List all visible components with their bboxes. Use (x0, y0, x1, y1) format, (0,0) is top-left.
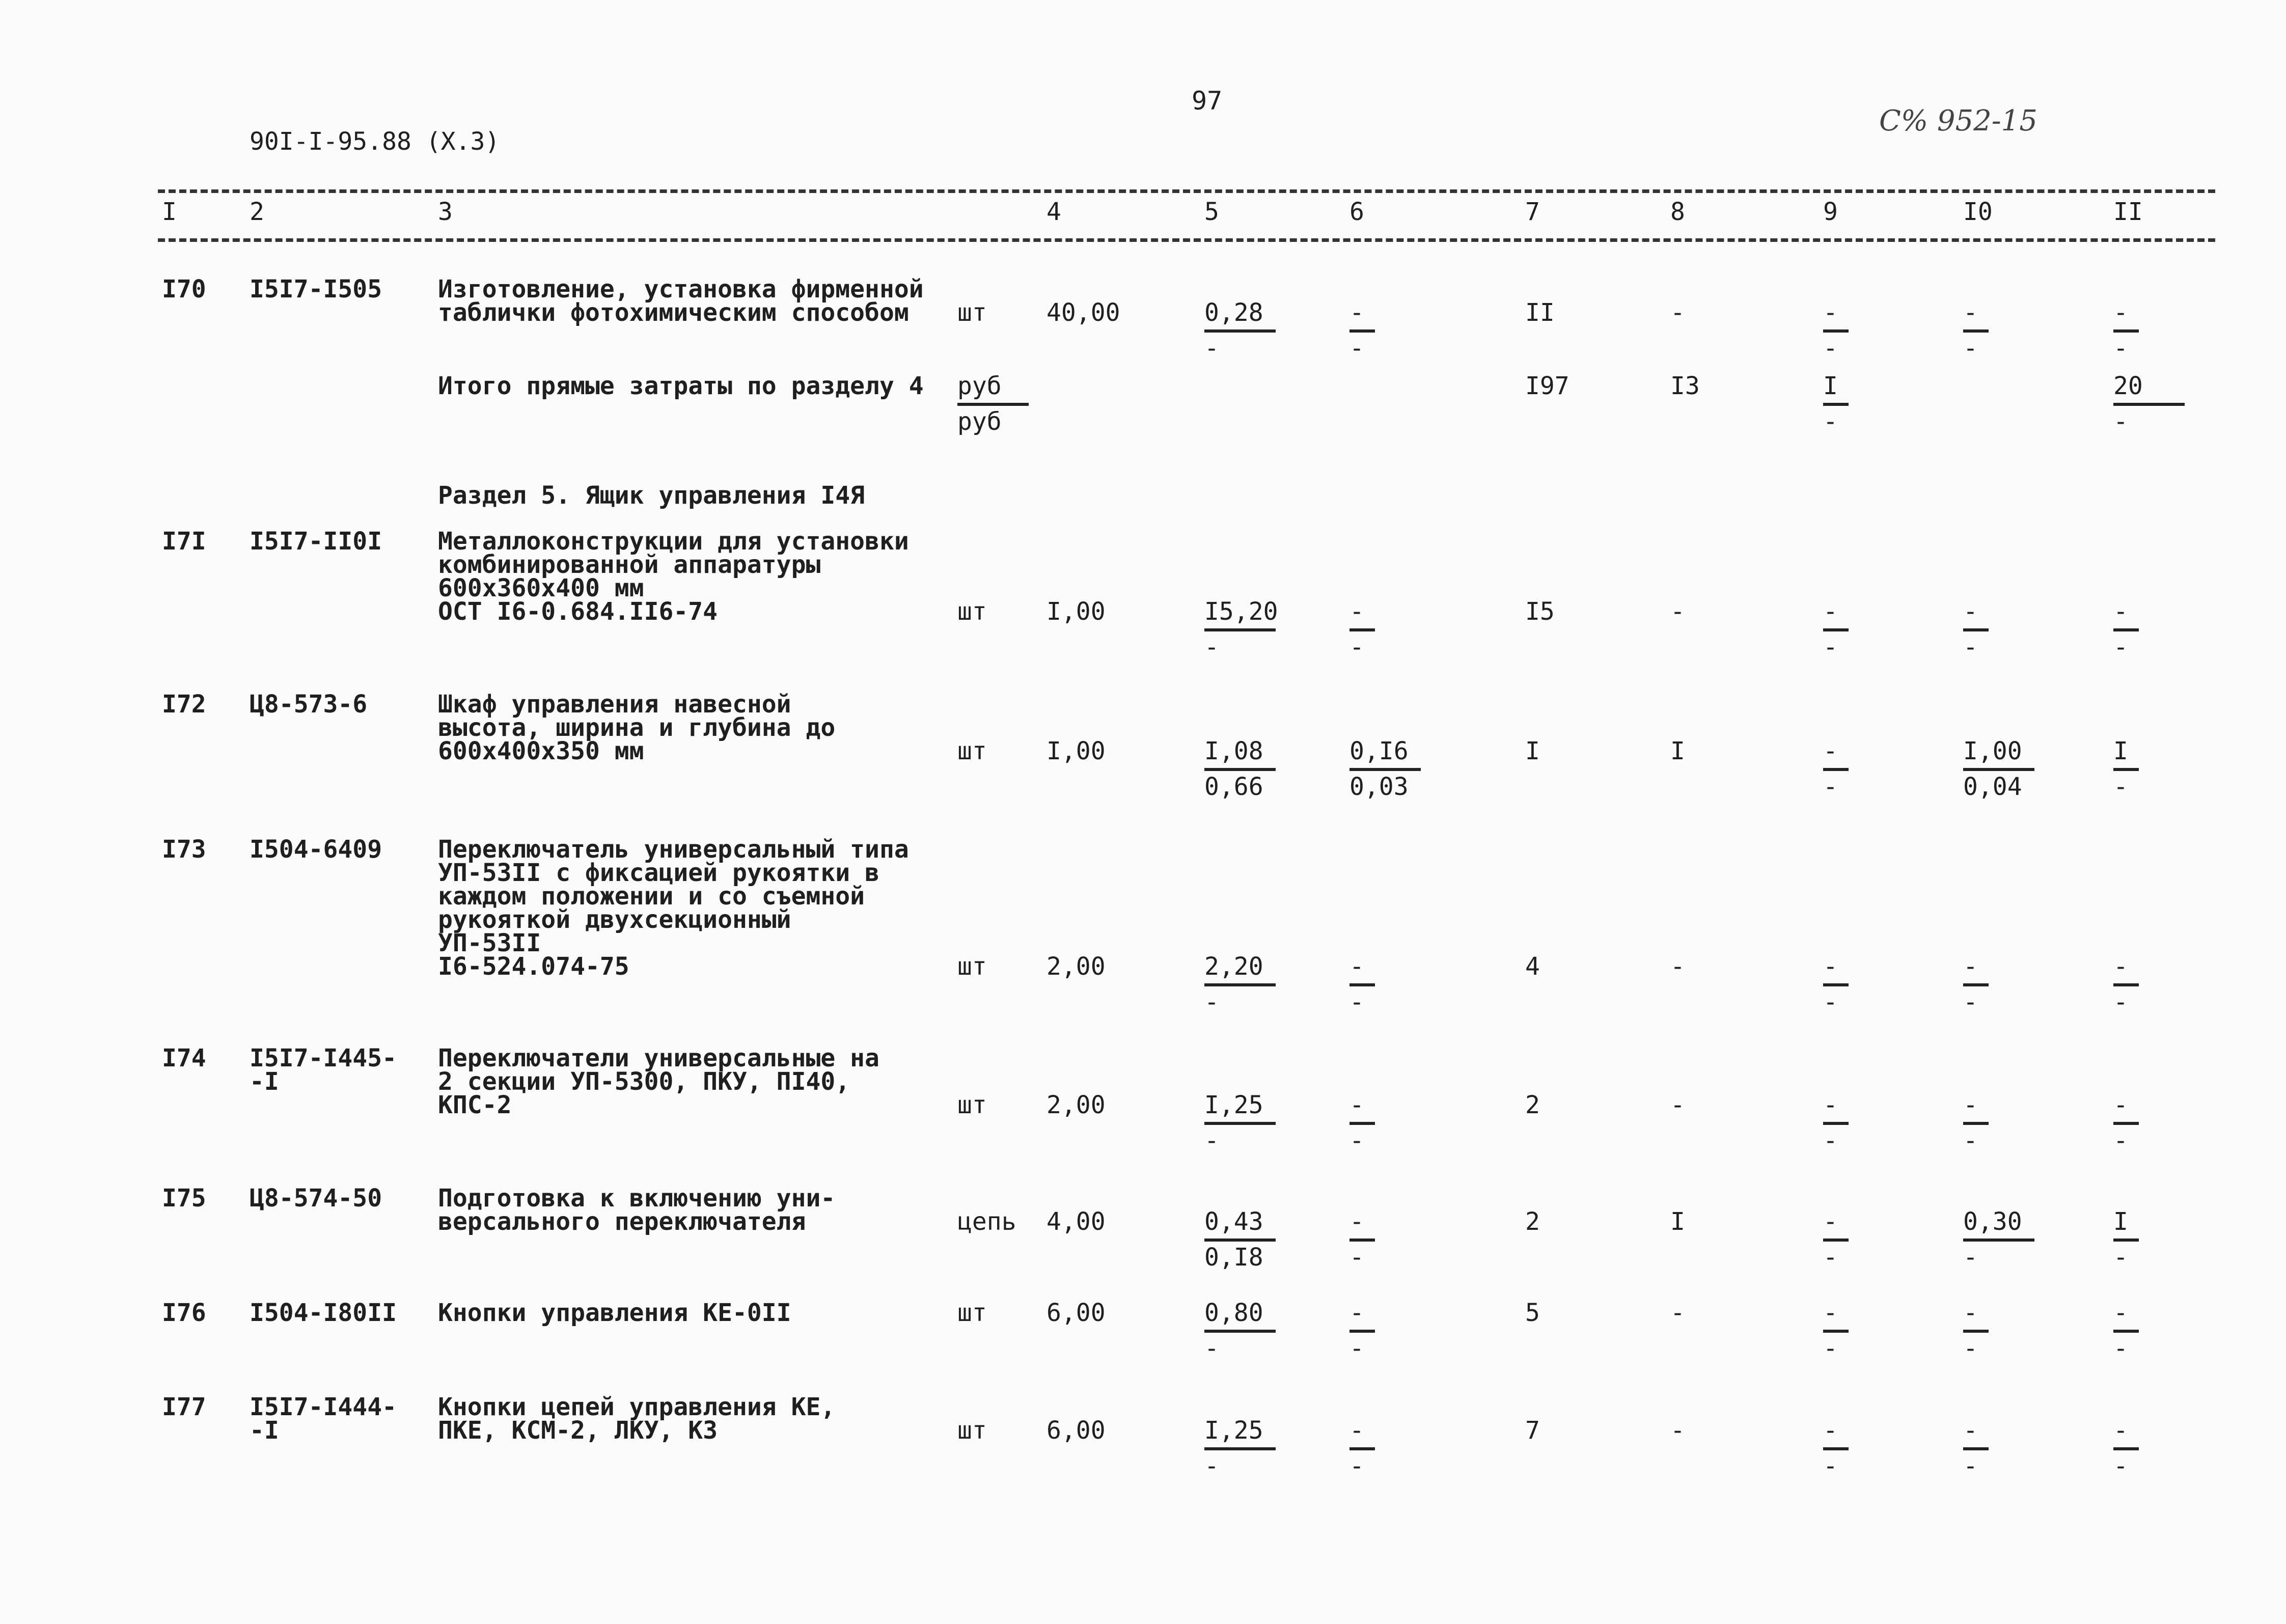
unit: шт (957, 952, 987, 981)
col6-cost-fraction-bar (1349, 1238, 1375, 1242)
col5-cost-fraction-bar (1204, 1238, 1276, 1242)
row-number: I77 (162, 1393, 206, 1421)
unit-fraction-fraction-bar (957, 403, 1029, 406)
row-number: I73 (162, 835, 206, 864)
col11-value-denominator: - (2113, 1126, 2128, 1155)
price-code: I5I7-I445- -I (250, 1044, 397, 1096)
unit-fraction-denominator: руб (957, 407, 1002, 436)
col11-value-denominator: - (2113, 407, 2128, 436)
page-number: 97 (1192, 86, 1223, 116)
col5-cost-numerator: 0,28 (1204, 298, 1263, 327)
col10-value-numerator: I,00 (1963, 737, 2022, 765)
col8-value: - (1670, 597, 1685, 626)
quantity: 2,00 (1046, 1091, 1106, 1119)
header-rule-bottom (158, 238, 2215, 242)
col7-value: I (1525, 737, 1540, 765)
col11-value (2113, 1207, 2190, 1272)
col6-cost (1349, 1299, 1426, 1363)
col11-value-denominator: - (2113, 1452, 2128, 1480)
column-header-7: 7 (1525, 198, 1540, 226)
price-code: I5I7-II0I (250, 527, 382, 556)
col11-value-denominator: - (2113, 988, 2128, 1016)
column-header-9: 9 (1823, 198, 1838, 226)
unit-fraction (957, 372, 1034, 436)
col6-cost-numerator: - (1349, 1416, 1364, 1445)
col9-value-fraction-bar (1823, 628, 1849, 631)
col9-value-fraction-bar (1823, 1238, 1849, 1242)
col10-value-fraction-bar (1963, 329, 1989, 333)
col10-value-fraction-bar (1963, 628, 1989, 631)
column-header-5: 5 (1204, 198, 1219, 226)
col5-cost-fraction-bar (1204, 329, 1276, 333)
col7-value: I97 (1525, 372, 1569, 400)
col10-value-denominator: - (1963, 633, 1978, 662)
col10-value (1963, 1416, 2040, 1480)
col8-value: - (1670, 1299, 1685, 1327)
quantity: I,00 (1046, 737, 1106, 765)
col9-value (1823, 739, 1899, 799)
col7-value: 7 (1525, 1416, 1540, 1445)
col10-value-fraction-bar (1963, 1447, 1989, 1450)
col5-cost-numerator: I,08 (1204, 737, 1263, 765)
col5-cost-numerator: 0,43 (1204, 1207, 1263, 1236)
col10-value-fraction-bar (1963, 768, 2034, 771)
column-header-11: II (2113, 198, 2143, 226)
col11-value-numerator: - (2113, 1091, 2128, 1119)
price-code: I5I7-I444- -I (250, 1393, 397, 1445)
col5-cost (1204, 298, 1281, 363)
col9-value-denominator: - (1823, 1334, 1838, 1363)
col9-value (1823, 952, 1899, 1016)
col11-value-numerator: - (2113, 1416, 2128, 1445)
col11-value-numerator: I (2113, 1207, 2128, 1236)
col5-cost (1204, 739, 1281, 799)
col11-value (2113, 1416, 2190, 1480)
work-description: Кнопки управления КЕ-0II (438, 1299, 791, 1327)
col5-cost-numerator: I,25 (1204, 1416, 1263, 1445)
col9-value-numerator: I (1823, 372, 1838, 400)
work-description: Раздел 5. Ящик управления I4Я (438, 481, 865, 510)
col9-value-numerator: - (1823, 1091, 1838, 1119)
col5-cost (1204, 1416, 1281, 1480)
row-number: I75 (162, 1184, 206, 1213)
price-code: I5I7-I505 (250, 275, 382, 304)
row-number: I74 (162, 1044, 206, 1072)
col9-value (1823, 372, 1899, 436)
col9-value-denominator: - (1823, 334, 1838, 363)
col11-value-fraction-bar (2113, 768, 2139, 771)
col9-value-numerator: - (1823, 737, 1838, 765)
col9-value-denominator: - (1823, 1126, 1838, 1155)
col11-value (2113, 372, 2190, 436)
col6-cost-numerator: - (1349, 952, 1364, 981)
col11-value-numerator: - (2113, 597, 2128, 626)
col11-value-denominator: - (2113, 1334, 2128, 1363)
col6-cost-numerator: 0,I6 (1349, 737, 1409, 765)
col10-value-fraction-bar (1963, 1330, 1989, 1333)
work-description: Переключатель универсальный типа УП-53II с фиксацией рукоятки в каждом положении и со съемной рукояткой двухсекционный УП-53II I6-524.074-75 (438, 835, 909, 981)
col10-value-denominator: 0,04 (1963, 773, 2022, 801)
col5-cost-numerator: 2,20 (1204, 952, 1263, 981)
col6-cost-fraction-bar (1349, 768, 1421, 771)
unit: шт (957, 298, 987, 327)
col9-value-fraction-bar (1823, 1122, 1849, 1125)
col10-value-fraction-bar (1963, 1122, 1989, 1125)
col9-value-denominator: - (1823, 633, 1838, 662)
col11-value-fraction-bar (2113, 1447, 2139, 1450)
col10-value-denominator: - (1963, 1452, 1978, 1480)
unit: шт (957, 1091, 987, 1119)
price-code: I504-6409 (250, 835, 382, 864)
col6-cost (1349, 1416, 1426, 1480)
work-description: Шкаф управления навесной высота, ширина и глубина до 600x400x350 мм (438, 690, 836, 765)
header-rule-top (158, 189, 2215, 193)
column-header-3: 3 (438, 198, 453, 226)
col5-cost (1204, 1299, 1281, 1363)
col6-cost-denominator: 0,03 (1349, 773, 1409, 801)
unit: шт (957, 1416, 987, 1445)
col6-cost-numerator: - (1349, 298, 1364, 327)
col11-value (2113, 298, 2190, 363)
work-description: Изготовление, установка фирменной таблички фотохимическим способом (438, 275, 924, 327)
col6-cost-numerator: - (1349, 1299, 1364, 1327)
quantity: 6,00 (1046, 1299, 1106, 1327)
col10-value (1963, 1299, 2040, 1363)
col7-value: 5 (1525, 1299, 1540, 1327)
col5-cost (1204, 952, 1281, 1016)
col10-value-numerator: 0,30 (1963, 1207, 2022, 1236)
col5-cost-fraction-bar (1204, 628, 1276, 631)
col10-value-denominator: - (1963, 1334, 1978, 1363)
col10-value (1963, 1091, 2040, 1155)
col10-value (1963, 597, 2040, 662)
col5-cost-denominator: - (1204, 1334, 1219, 1363)
col5-cost-fraction-bar (1204, 983, 1276, 986)
col9-value (1823, 1416, 1899, 1480)
col11-value-numerator: - (2113, 952, 2128, 981)
col6-cost (1349, 739, 1426, 799)
col9-value-fraction-bar (1823, 329, 1849, 333)
column-header-10: I0 (1963, 198, 1993, 226)
col9-value-denominator: - (1823, 1243, 1838, 1272)
work-description: Металлоконструкции для установки комбинированной аппаратуры 600x360x400 мм ОСТ I6-0.684.II6-74 (438, 527, 909, 626)
col6-cost-numerator: - (1349, 597, 1364, 626)
col9-value-numerator: - (1823, 952, 1838, 981)
col5-cost (1204, 1207, 1281, 1272)
unit-fraction-numerator: руб (957, 372, 1002, 400)
col6-cost-denominator: - (1349, 1334, 1364, 1363)
work-description: Итого прямые затраты по разделу 4 (438, 372, 924, 400)
doc-code: 90I-I-95.88 (X.3) (250, 127, 500, 156)
price-code: Ц8-573-6 (250, 690, 368, 719)
col6-cost-denominator: - (1349, 988, 1364, 1016)
col6-cost-fraction-bar (1349, 983, 1375, 986)
col11-value-denominator: - (2113, 633, 2128, 662)
col9-value (1823, 298, 1899, 363)
col7-value: II (1525, 298, 1555, 327)
col5-cost-denominator: - (1204, 1452, 1219, 1480)
col6-cost-denominator: - (1349, 1243, 1364, 1272)
col10-value-numerator: - (1963, 597, 1978, 626)
col10-value-numerator: - (1963, 1416, 1978, 1445)
quantity: 6,00 (1046, 1416, 1106, 1445)
column-header-8: 8 (1670, 198, 1685, 226)
work-description: Подготовка к включению уни- версального переключателя (438, 1184, 836, 1236)
work-description: Кнопки цепей управления КЕ, ПКЕ, КСМ-2, ЛКУ, КЗ (438, 1393, 836, 1445)
col5-cost-denominator: 0,66 (1204, 773, 1263, 801)
column-header-1: I (162, 198, 177, 226)
col10-value-numerator: - (1963, 298, 1978, 327)
col10-value-denominator: - (1963, 1126, 1978, 1155)
col9-value-denominator: - (1823, 773, 1838, 801)
col11-value (2113, 597, 2190, 662)
col5-cost-fraction-bar (1204, 1122, 1276, 1125)
col8-value: - (1670, 1416, 1685, 1445)
col10-value-denominator: - (1963, 1243, 1978, 1272)
col11-value-denominator: - (2113, 1243, 2128, 1272)
price-code: Ц8-574-50 (250, 1184, 382, 1213)
col5-cost-fraction-bar (1204, 768, 1276, 771)
col9-value-denominator: - (1823, 407, 1838, 436)
unit: шт (957, 597, 987, 626)
col9-value-fraction-bar (1823, 768, 1849, 771)
col9-value (1823, 1207, 1899, 1272)
col6-cost-fraction-bar (1349, 1122, 1375, 1125)
col11-value-fraction-bar (2113, 1330, 2139, 1333)
unit: шт (957, 1299, 987, 1327)
col10-value-numerator: - (1963, 952, 1978, 981)
col7-value: I5 (1525, 597, 1555, 626)
row-number: I70 (162, 275, 206, 304)
col7-value: 2 (1525, 1091, 1540, 1119)
col9-value (1823, 1299, 1899, 1363)
col9-value-numerator: - (1823, 1299, 1838, 1327)
col10-value (1963, 739, 2040, 799)
col6-cost-fraction-bar (1349, 329, 1375, 333)
col6-cost-denominator: - (1349, 1452, 1364, 1480)
col10-value (1963, 952, 2040, 1016)
col5-cost-denominator: - (1204, 633, 1219, 662)
unit: шт (957, 737, 987, 765)
col6-cost-denominator: - (1349, 633, 1364, 662)
col6-cost-denominator: - (1349, 334, 1364, 363)
row-number: I72 (162, 690, 206, 719)
row-number: I76 (162, 1299, 206, 1327)
quantity: 4,00 (1046, 1207, 1106, 1236)
col9-value-denominator: - (1823, 1452, 1838, 1480)
col11-value (2113, 952, 2190, 1016)
col9-value (1823, 1091, 1899, 1155)
col11-value (2113, 1299, 2190, 1363)
col9-value-numerator: - (1823, 597, 1838, 626)
col11-value-numerator: I (2113, 737, 2128, 765)
col9-value-numerator: - (1823, 298, 1838, 327)
col5-cost (1204, 597, 1281, 662)
column-header-2: 2 (250, 198, 264, 226)
col7-value: 2 (1525, 1207, 1540, 1236)
col6-cost (1349, 1091, 1426, 1155)
col11-value-denominator: - (2113, 334, 2128, 363)
col9-value-fraction-bar (1823, 1330, 1849, 1333)
col6-cost (1349, 952, 1426, 1016)
col10-value-denominator: - (1963, 334, 1978, 363)
col6-cost (1349, 1207, 1426, 1272)
col11-value-denominator: - (2113, 773, 2128, 801)
col11-value-fraction-bar (2113, 1122, 2139, 1125)
col6-cost-fraction-bar (1349, 1447, 1375, 1450)
col5-cost-denominator: - (1204, 988, 1219, 1016)
col11-value-fraction-bar (2113, 983, 2139, 986)
col8-value: - (1670, 1091, 1685, 1119)
col5-cost-fraction-bar (1204, 1330, 1276, 1333)
col11-value-fraction-bar (2113, 329, 2139, 333)
col7-value: 4 (1525, 952, 1540, 981)
col9-value-denominator: - (1823, 988, 1838, 1016)
col8-value: - (1670, 952, 1685, 981)
price-code: I504-I80II (250, 1299, 397, 1327)
col6-cost (1349, 298, 1426, 363)
col10-value-fraction-bar (1963, 1238, 2034, 1242)
col11-value-numerator: - (2113, 298, 2128, 327)
col8-value: I (1670, 737, 1685, 765)
col6-cost-fraction-bar (1349, 628, 1375, 631)
col11-value-numerator: - (2113, 1299, 2128, 1327)
col10-value-numerator: - (1963, 1091, 1978, 1119)
col9-value-numerator: - (1823, 1416, 1838, 1445)
archive-stamp: C% 952-15 (1879, 104, 2037, 137)
col5-cost-fraction-bar (1204, 1447, 1276, 1450)
col5-cost-denominator: 0,I8 (1204, 1243, 1263, 1272)
col8-value: - (1670, 298, 1685, 327)
col6-cost-fraction-bar (1349, 1330, 1375, 1333)
col9-value-fraction-bar (1823, 983, 1849, 986)
col11-value-fraction-bar (2113, 1238, 2139, 1242)
col5-cost (1204, 1091, 1281, 1155)
col11-value-fraction-bar (2113, 628, 2139, 631)
col11-value (2113, 1091, 2190, 1155)
col6-cost-numerator: - (1349, 1207, 1364, 1236)
col10-value (1963, 1207, 2040, 1272)
column-header-4: 4 (1046, 198, 1061, 226)
col8-value: I3 (1670, 372, 1700, 400)
col5-cost-numerator: I,25 (1204, 1091, 1263, 1119)
col10-value-numerator: - (1963, 1299, 1978, 1327)
work-description: Переключатели универсальные на 2 секции УП-5300, ПКУ, ПI40, КПС-2 (438, 1044, 879, 1119)
col9-value-numerator: - (1823, 1207, 1838, 1236)
unit: цепь (957, 1207, 1016, 1236)
col5-cost-numerator: I5,20 (1204, 597, 1278, 626)
col10-value-denominator: - (1963, 988, 1978, 1016)
col5-cost-numerator: 0,80 (1204, 1299, 1263, 1327)
col6-cost-numerator: - (1349, 1091, 1364, 1119)
col5-cost-denominator: - (1204, 1126, 1219, 1155)
col11-value (2113, 739, 2190, 799)
quantity: I,00 (1046, 597, 1106, 626)
col9-value-fraction-bar (1823, 1447, 1849, 1450)
quantity: 40,00 (1046, 298, 1120, 327)
row-number: I7I (162, 527, 206, 556)
col9-value (1823, 597, 1899, 662)
col11-value-fraction-bar (2113, 403, 2185, 406)
col9-value-fraction-bar (1823, 403, 1849, 406)
col11-value-numerator: 20 (2113, 372, 2143, 400)
col6-cost-denominator: - (1349, 1126, 1364, 1155)
quantity: 2,00 (1046, 952, 1106, 981)
column-header-6: 6 (1349, 198, 1364, 226)
col8-value: I (1670, 1207, 1685, 1236)
col10-value (1963, 298, 2040, 363)
col10-value-fraction-bar (1963, 983, 1989, 986)
col5-cost-denominator: - (1204, 334, 1219, 363)
col6-cost (1349, 597, 1426, 662)
